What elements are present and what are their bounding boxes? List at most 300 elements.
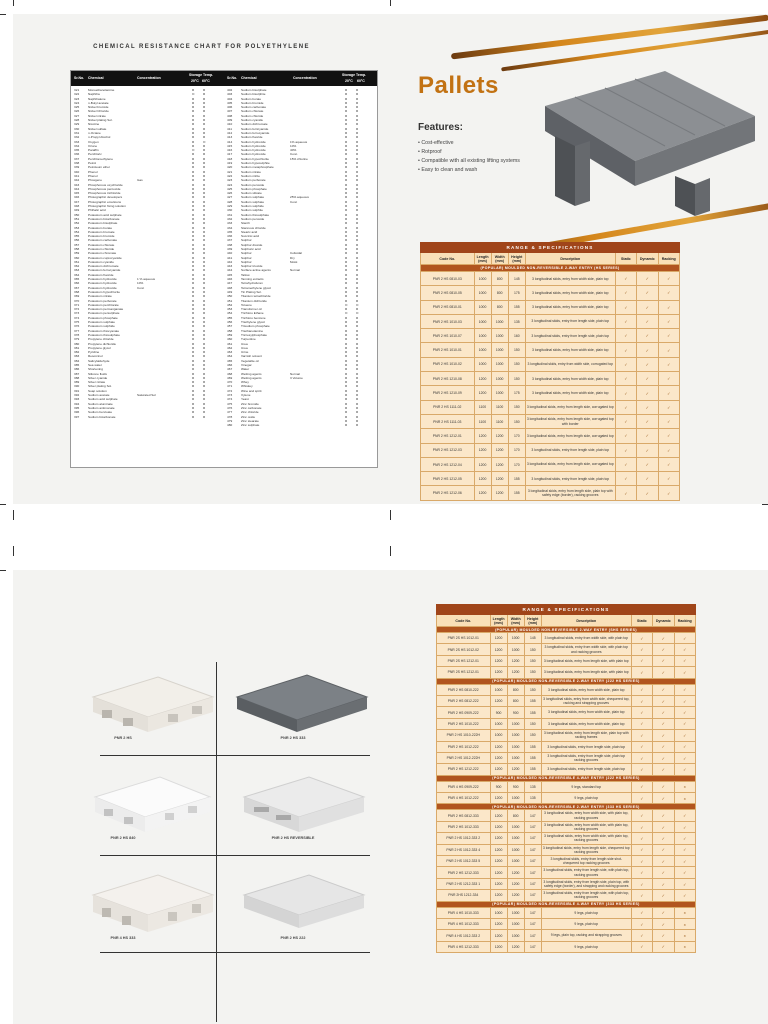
grey-pallet-image — [535, 66, 760, 216]
spec-code: PNR 2 HS 1010-01 — [421, 343, 475, 357]
spec-row — [437, 918, 696, 929]
chemical-sr-no: 435 — [227, 229, 233, 234]
hdr-description: Description — [541, 615, 631, 627]
feature-item: • Cost-effective — [418, 140, 454, 146]
spec-code: PNR 2 HS 1012-222 — [437, 741, 491, 752]
chemical-sr-no: 332 — [74, 135, 80, 140]
chemical-sr-no: 323 — [74, 96, 80, 101]
spec-dynamic: ✓ — [653, 667, 674, 678]
spec-row — [421, 357, 680, 371]
spec-width: 1000 — [491, 329, 508, 343]
hdr-chemical: Chemical — [88, 76, 104, 80]
spec-row — [421, 300, 680, 314]
chemical-60c: R — [356, 216, 359, 221]
chemical-sr-no: 414 — [227, 139, 233, 144]
spec-racking: ✓ — [658, 457, 680, 471]
spec-row — [421, 457, 680, 471]
chemical-name: Sodium metaphosphate — [241, 165, 274, 170]
chemical-60c: R — [356, 165, 359, 170]
chemical-name: Salicylaldehyde — [88, 358, 110, 363]
chemical-60c: R — [356, 246, 359, 251]
chemical-sr-no: 344 — [74, 186, 80, 191]
chemical-name: Phosphorous pentoxide — [88, 186, 121, 191]
chemical-sr-no: 480 — [227, 423, 233, 428]
spec-height: 175 — [508, 386, 525, 400]
chemical-20c: R — [192, 405, 195, 410]
chemical-20c: R — [192, 363, 195, 367]
chemical-name: Propylene chloride — [88, 337, 114, 342]
chemical-60c: R — [203, 225, 206, 230]
chemical-sr-no: 360 — [74, 255, 80, 260]
spec-width: 1000 — [507, 752, 524, 763]
chemical-sr-no: 436 — [227, 234, 233, 239]
spec-width: 1200 — [491, 486, 508, 500]
spec-code: PNR 2 HS 1012-333 4 — [437, 844, 491, 855]
chemical-sr-no: 450 — [227, 294, 233, 299]
chemical-sr-no: 430 — [227, 208, 233, 213]
chemical-sr-no: 388 — [74, 375, 80, 380]
chemical-20c: R — [192, 354, 195, 359]
chemical-sr-no: 409 — [227, 118, 233, 123]
chemical-20c: R — [345, 195, 348, 200]
crop-mark — [762, 504, 768, 505]
hdr-static: Static — [615, 253, 636, 265]
chemical-sr-no: 321 — [74, 88, 80, 92]
chemical-60c: R — [356, 405, 359, 410]
crop-mark — [0, 570, 6, 571]
chemical-sr-no: 411 — [227, 126, 232, 131]
chemical-20c: R — [345, 161, 348, 166]
spec-width: 1000 — [507, 633, 524, 644]
chemical-sr-no: 373 — [74, 311, 80, 316]
spec-racking: ✓ — [674, 684, 696, 695]
spec-dynamic: ✓ — [653, 695, 674, 706]
spec-static: ✓ — [615, 272, 636, 286]
spec-racking: ✓ — [674, 821, 696, 832]
chemical-60c: R — [356, 255, 359, 260]
chemical-sr-no: 421 — [227, 169, 233, 174]
spec-code: PNR 2 HS 1212-04 — [421, 457, 475, 471]
chemical-name: Potassium dichromate — [88, 264, 119, 269]
chemical-sr-no: 396 — [74, 410, 80, 415]
spec-width: 800 — [507, 810, 524, 821]
chemical-20c: R — [192, 345, 195, 350]
white-pallet-image — [90, 772, 215, 834]
spec-code: PNR 2 HS 0810-222 — [437, 684, 491, 695]
spec-code: PNR 4 HS 0909-222 — [437, 781, 491, 792]
spec-static: ✓ — [631, 718, 652, 729]
chemical-60c: R — [356, 152, 359, 157]
spec-racking: ✓ — [658, 443, 680, 457]
chemical-60c: R — [203, 195, 206, 200]
chemical-sr-no: 341 — [74, 173, 80, 178]
spec-code: PNR 4 HS 1012-222 — [437, 793, 491, 804]
chemical-name: Sulphur — [241, 255, 252, 260]
chemical-20c: R — [345, 225, 348, 230]
chemical-60c: O — [356, 302, 359, 307]
photo-label: PNR 2 HS 840 — [110, 836, 136, 840]
chemical-20c: R — [345, 405, 348, 410]
spec-height: 147 — [524, 856, 541, 867]
chemical-20c: R — [192, 118, 195, 123]
spec-row — [437, 718, 696, 729]
chemical-60c: R — [356, 345, 359, 350]
chemical-concentration: 15% chlorine — [290, 156, 308, 161]
spec-static: ✓ — [631, 695, 652, 706]
chemical-20c: R — [345, 152, 348, 157]
chemical-20c: R — [345, 388, 348, 393]
chemical-60c: R — [203, 328, 206, 333]
spec-length: 1000 — [474, 272, 491, 286]
spec-static: ✓ — [615, 414, 636, 428]
spec-width: 1200 — [491, 472, 508, 486]
spec-dynamic: ✓ — [653, 844, 674, 855]
chemical-20c: R — [345, 315, 348, 320]
spec-static: ✓ — [631, 821, 652, 832]
spec-length: 1200 — [490, 644, 507, 655]
chemical-20c: R — [345, 410, 348, 415]
chemical-name: Sodium hyposulphite — [241, 161, 270, 166]
chemical-name: Sodium carbonate — [241, 105, 267, 110]
photo-cell — [70, 762, 232, 852]
spec-width: 1000 — [507, 907, 524, 918]
spec-section-title: (POPULAR) MOULDED NON-REVERSIBLE 2-WAY ENTRY (333 HS SERIES) — [437, 804, 696, 810]
spec-static: ✓ — [631, 844, 652, 855]
spec-row — [437, 867, 696, 878]
chemical-concentration: Saturated Sol — [137, 393, 156, 398]
spec-height: 147 — [524, 810, 541, 821]
chemical-name: Potassium hydroxide — [88, 277, 117, 282]
chemical-sr-no: 410 — [227, 122, 233, 127]
chemical-sr-no: 426 — [227, 191, 233, 196]
spec-static: ✓ — [615, 429, 636, 443]
chemical-sr-no: 383 — [74, 354, 80, 359]
hdr-60c: 60°C — [202, 79, 210, 83]
chemical-sr-no: 364 — [74, 272, 80, 277]
chemical-60c: R — [203, 414, 206, 419]
spec-description: 3 longitudinal skids, entry from length side, plain top racking grooves — [541, 752, 631, 763]
chemical-20c: R — [192, 277, 195, 282]
spec-length: 1000 — [490, 718, 507, 729]
spec-row — [421, 272, 680, 286]
chemical-60c: R — [203, 341, 206, 346]
chemical-name: Silver cyanide — [88, 375, 108, 380]
spec-racking: ✓ — [674, 878, 696, 889]
chemical-20c: R — [192, 410, 195, 415]
spec-dynamic: ✓ — [653, 793, 674, 804]
chemical-name: Sodium nitrite — [241, 173, 260, 178]
chemical-concentration: Normal — [290, 371, 300, 376]
spec-width: 1000 — [507, 918, 524, 929]
spec-racking: ✓ — [658, 343, 680, 357]
spec-racking: ✓ — [658, 272, 680, 286]
spec-row — [437, 695, 696, 706]
chemical-20c: R — [192, 221, 195, 226]
chemical-sr-no: 334 — [74, 143, 80, 148]
chemical-60c: R — [203, 345, 206, 350]
chemical-60c: R — [356, 251, 359, 256]
chemical-20c: R — [345, 298, 348, 303]
chemical-60c: R — [203, 272, 206, 277]
chemical-20c: R — [345, 328, 348, 333]
chemical-60c: R — [356, 173, 359, 178]
chemical-sr-no: 362 — [74, 264, 80, 269]
spec-length: 1200 — [490, 844, 507, 855]
photo-cell — [70, 862, 232, 952]
chemical-60c: R — [356, 289, 359, 294]
spec-row — [437, 741, 696, 752]
spec-description: 3 longitudinal skids, entry from width side, plain top — [541, 707, 631, 718]
spec-code: PNR 2 HS 1212-333 1 — [437, 878, 491, 889]
chemical-60c: R — [203, 358, 206, 363]
chemical-name: Sodium acetate — [88, 393, 110, 398]
chemical-20c: R — [345, 238, 348, 243]
spec-length: 1200 — [490, 655, 507, 666]
spec-length: 1000 — [474, 357, 491, 371]
chemical-name: Naphthalene — [88, 96, 106, 101]
chemical-sr-no: 467 — [227, 367, 233, 372]
spec-static: ✓ — [631, 907, 652, 918]
chemical-60c: R — [356, 341, 359, 346]
spec-description: 3 longitudinal skids, entry from length side, chequered top racking grooves — [542, 845, 630, 854]
spec-dynamic: ✓ — [653, 821, 674, 832]
spec-code: PNR 2 HS 1012-333 5 — [437, 856, 491, 867]
chemical-20c: O — [192, 92, 195, 97]
chemical-20c: R — [192, 401, 195, 406]
chemical-20c: R — [192, 337, 195, 342]
spec-height: 147 — [524, 878, 541, 889]
spec-code: PNR 2 HS 1212-222 — [437, 764, 491, 775]
chemical-20c: R — [345, 199, 348, 204]
chemical-20c: R — [345, 186, 348, 191]
spec-description: 3 longitudinal skids, entry from length side, corrugated top — [525, 429, 615, 443]
spec-height: 147 — [524, 867, 541, 878]
chemical-name: Sodium antimonate — [88, 405, 115, 410]
spec-length: 1200 — [490, 867, 507, 878]
chemical-name: Petroleum ether — [88, 165, 111, 170]
chemical-sr-no: 397 — [74, 414, 80, 419]
spec-description: 3 longitudinal skids, entry from length side, with plain top — [541, 655, 631, 666]
chemical-sr-no: 454 — [227, 311, 233, 316]
chemical-sr-no: 365 — [74, 277, 80, 282]
spec-description: 3 longitudinal skids, entry from length side, corrugated top — [525, 457, 615, 471]
chemical-sr-no: 367 — [74, 285, 80, 290]
chemical-20c: R — [345, 307, 348, 312]
chemical-60c: R — [356, 281, 359, 286]
chemical-20c: O — [192, 148, 195, 153]
spec-description: 3 longitudinal skids, entry from length side, plain top — [541, 741, 631, 752]
chemical-sr-no: 457 — [227, 324, 233, 329]
chemical-20c: R — [192, 380, 195, 385]
spec-static: ✓ — [615, 457, 636, 471]
spec-row — [421, 286, 680, 300]
chemical-60c: R — [203, 238, 206, 243]
spec-dynamic: ✓ — [637, 286, 658, 300]
spec-static: ✓ — [615, 372, 636, 386]
chemical-60c: R — [356, 363, 359, 367]
chemical-20c: R — [345, 118, 348, 123]
chemical-20c: R — [345, 169, 348, 174]
chemical-name: Phosphorous trichloride — [88, 191, 121, 196]
hdr-width: Width (mm) — [507, 615, 524, 627]
chemical-name: Soap solution — [88, 388, 107, 393]
spec-code: PNR 2S HS 1212-01 — [437, 655, 491, 666]
spec-length: 900 — [490, 781, 507, 792]
spec-description: 3 longitudinal skids, entry from length side, plain top — [525, 314, 615, 328]
spec-dynamic: ✓ — [637, 457, 658, 471]
chemical-sr-no: 428 — [227, 199, 233, 204]
chemical-sr-no: 335 — [74, 148, 80, 153]
spec-dynamic: ✓ — [653, 810, 674, 821]
spec-width: 1200 — [491, 429, 508, 443]
spec-height: 170 — [508, 443, 525, 457]
spec-code: PNR 2 HS 1010-02 — [421, 357, 475, 371]
spec-width: 800 — [507, 684, 524, 695]
spec-dynamic: ✓ — [653, 684, 674, 695]
spec-row — [421, 400, 680, 414]
chemical-20c: R — [345, 324, 348, 329]
spec-height: 150 — [508, 357, 525, 371]
chemical-name: Potassium perborate — [88, 298, 117, 303]
chemical-name: Sodium sulphate — [241, 199, 265, 204]
chemical-name: Sulphur trioxide — [241, 264, 263, 269]
chemical-60c: R — [203, 234, 206, 239]
chemical-20c: R — [345, 234, 348, 239]
chemical-name: Sodium dichromate — [241, 122, 268, 127]
spec-length: 1200 — [490, 667, 507, 678]
spec-row — [421, 443, 680, 457]
chemical-20c: R — [345, 393, 348, 398]
spec-dynamic: ✓ — [653, 655, 674, 666]
chemical-20c: R — [345, 126, 348, 131]
chemical-name: Nickel Chloride — [88, 109, 109, 114]
spec-length: 1200 — [474, 386, 491, 400]
spec-description: 3 longitudinal skids, entry from width side, with plain top — [541, 633, 631, 644]
spec-height: 135 — [524, 793, 541, 804]
chemical-sr-no: 326 — [74, 109, 80, 114]
chemical-20c: R — [345, 143, 348, 148]
spec-row — [437, 667, 696, 678]
chemical-60c: R — [356, 88, 359, 92]
chemical-20c: R — [192, 105, 195, 110]
chemical-60c: R — [356, 234, 359, 239]
chemical-name: n-Octane — [88, 130, 101, 135]
chemical-sr-no: 372 — [74, 307, 80, 312]
chemical-chart-sheet — [70, 70, 378, 468]
chemical-60c: R — [203, 264, 206, 269]
chemical-name: Sulphuric acid — [241, 246, 261, 251]
spec-height: 170 — [508, 429, 525, 443]
chemical-60c: R — [203, 354, 206, 359]
chemical-60c: R — [356, 272, 359, 277]
chemical-60c: R — [203, 161, 206, 166]
chemical-sr-no: 471 — [227, 384, 233, 389]
chemical-name: Stearic acid — [241, 229, 258, 234]
chemical-60c: R — [356, 242, 359, 247]
spec-racking: ✓ — [674, 752, 696, 763]
spec-length: 1200 — [490, 930, 507, 941]
spec-code: PNR 2 HS 1111-03 — [421, 414, 475, 428]
spec-width: 1200 — [491, 443, 508, 457]
spec-height: 155 — [524, 741, 541, 752]
spec-length: 1200 — [474, 429, 491, 443]
chemical-sr-no: 404 — [227, 96, 233, 101]
chemical-60c: R — [356, 229, 359, 234]
chemical-name: Sulphur — [241, 238, 252, 243]
chemical-60c: R — [203, 405, 206, 410]
chemical-60c: R — [203, 165, 206, 170]
chemical-name: Potassium bromate — [88, 229, 115, 234]
spec-width: 1000 — [507, 730, 524, 741]
spec-continued-page — [390, 570, 768, 1024]
chemical-sr-no: 475 — [227, 401, 233, 406]
crop-mark — [390, 0, 391, 6]
chemical-20c: R — [192, 165, 195, 170]
chemical-20c: R — [345, 371, 348, 376]
spec-width: 1000 — [491, 372, 508, 386]
chemical-concentration: 1 % aqueous — [137, 277, 156, 282]
spec-dynamic: ✓ — [637, 386, 658, 400]
hdr-60c-2: 60°C — [357, 79, 365, 83]
spec-height: 147 — [524, 941, 541, 952]
spec-height: 155 — [524, 752, 541, 763]
chemical-sr-no: 408 — [227, 113, 233, 118]
chemical-20c: R — [345, 375, 348, 380]
chemical-name: Potassium bromide — [88, 234, 115, 239]
spec-length: 1000 — [474, 314, 491, 328]
spec-description: 9 legs, plain top, racking and strapping grooves — [541, 930, 631, 941]
spec-code: PNR 4 HS 1012-333 — [437, 918, 491, 929]
spec-racking: ✓ — [674, 844, 696, 855]
chemical-60c: R — [203, 204, 206, 209]
spec-dynamic: ✓ — [637, 314, 658, 328]
chemical-row — [227, 423, 377, 427]
chemical-60c: R — [203, 311, 206, 316]
chemical-60c: R — [356, 225, 359, 230]
spec-row — [421, 429, 680, 443]
spec-height: 147 — [524, 907, 541, 918]
chemical-name: Photographic fixing solution — [88, 204, 126, 209]
chemical-name: Varnish solvent — [241, 354, 262, 359]
chemical-20c: R — [192, 135, 195, 140]
hdr-dynamic: Dynamic — [653, 615, 674, 627]
chemical-name: Sodium cyanide — [241, 118, 264, 123]
chemical-name: Sodium sulphite — [241, 208, 264, 213]
chemical-20c: R — [192, 307, 195, 312]
spec-width: 1000 — [491, 343, 508, 357]
chemical-20c: R — [345, 130, 348, 135]
chemical-20c: R — [345, 216, 348, 221]
spec-row — [437, 878, 696, 889]
chemical-20c: R — [192, 289, 195, 294]
chemical-name: Tanning extracts — [241, 277, 264, 282]
spec-length: 1200 — [490, 633, 507, 644]
chemical-20c: R — [345, 268, 348, 273]
chemical-concentration: 3 Volume — [290, 375, 303, 380]
spec-racking: ✓ — [658, 300, 680, 314]
chemical-name: Potassium borate — [88, 225, 113, 230]
chemical-20c: R — [192, 294, 195, 299]
chemical-sr-no: 440 — [227, 251, 233, 256]
spec-static: ✓ — [615, 443, 636, 457]
chemical-20c: R — [345, 384, 348, 389]
spec-width: 1000 — [507, 793, 524, 804]
spec-code: PNR 2S HS 1212-01 — [437, 667, 491, 678]
chemical-sr-no: 416 — [227, 148, 233, 153]
chemical-60c: R — [203, 118, 206, 123]
chemical-sr-no: 422 — [227, 173, 233, 178]
chemical-sr-no: 434 — [227, 225, 233, 230]
